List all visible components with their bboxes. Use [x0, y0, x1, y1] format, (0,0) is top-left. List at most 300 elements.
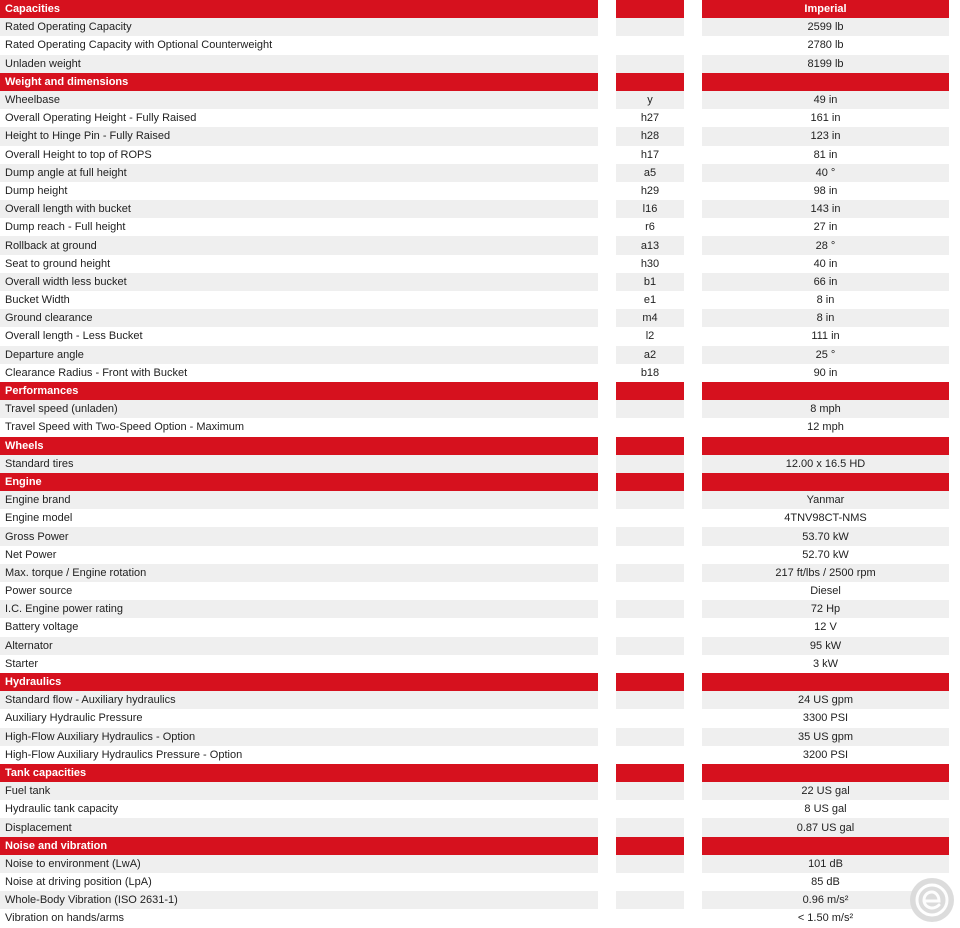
- spec-label: Displacement: [0, 818, 598, 836]
- row-end-gap: [949, 200, 959, 218]
- row-end-gap: [949, 109, 959, 127]
- row-end-gap: [949, 164, 959, 182]
- column-gap: [684, 218, 702, 236]
- row-end-gap: [949, 764, 959, 782]
- spec-code: h29: [616, 182, 684, 200]
- spec-label: Fuel tank: [0, 782, 598, 800]
- spec-label: Overall width less bucket: [0, 273, 598, 291]
- spec-label: Battery voltage: [0, 618, 598, 636]
- spec-label: Dump height: [0, 182, 598, 200]
- spec-code: h27: [616, 109, 684, 127]
- spec-code: [616, 600, 684, 618]
- column-gap: [684, 582, 702, 600]
- column-gap: [684, 200, 702, 218]
- column-gap: [598, 437, 616, 455]
- watermark-logo: [910, 878, 954, 922]
- row-end-gap: [949, 637, 959, 655]
- row-end-gap: [949, 909, 959, 927]
- row-end-gap: [949, 127, 959, 145]
- column-gap: [684, 127, 702, 145]
- row-end-gap: [949, 418, 959, 436]
- spec-value: 143 in: [702, 200, 949, 218]
- column-gap: [598, 728, 616, 746]
- spec-code: a13: [616, 236, 684, 254]
- section-unit-header: Imperial: [702, 0, 949, 18]
- column-gap: [684, 909, 702, 927]
- spec-code: [616, 36, 684, 54]
- spec-value: 28 °: [702, 236, 949, 254]
- spec-value: 40 °: [702, 164, 949, 182]
- row-end-gap: [949, 582, 959, 600]
- spec-label: High-Flow Auxiliary Hydraulics Pressure - Option: [0, 746, 598, 764]
- table-row: [0, 455, 960, 473]
- spec-value: 0.96 m/s²: [702, 891, 949, 909]
- spec-code: h30: [616, 255, 684, 273]
- column-gap: [598, 564, 616, 582]
- column-gap: [598, 346, 616, 364]
- section-header: [0, 473, 960, 491]
- column-gap: [598, 746, 616, 764]
- column-gap: [598, 455, 616, 473]
- spec-code: [616, 491, 684, 509]
- column-gap: [684, 728, 702, 746]
- spec-label: Starter: [0, 655, 598, 673]
- column-gap: [598, 764, 616, 782]
- column-gap: [684, 109, 702, 127]
- spec-label: Overall Height to top of ROPS: [0, 146, 598, 164]
- column-gap: [598, 800, 616, 818]
- spec-value: 12 mph: [702, 418, 949, 436]
- table-row: [0, 127, 960, 145]
- column-gap: [684, 509, 702, 527]
- table-row: [0, 582, 960, 600]
- column-gap: [684, 746, 702, 764]
- column-gap: [684, 600, 702, 618]
- spec-code: l16: [616, 200, 684, 218]
- e-logo-icon: [915, 883, 949, 917]
- table-row: [0, 255, 960, 273]
- row-end-gap: [949, 491, 959, 509]
- spec-label: Height to Hinge Pin - Fully Raised: [0, 127, 598, 145]
- section-unit-header: [702, 437, 949, 455]
- section-header: [0, 837, 960, 855]
- column-gap: [598, 164, 616, 182]
- column-gap: [684, 491, 702, 509]
- spec-label: Hydraulic tank capacity: [0, 800, 598, 818]
- column-gap: [684, 364, 702, 382]
- spec-code: [616, 418, 684, 436]
- spec-label: Rollback at ground: [0, 236, 598, 254]
- spec-value: 2780 lb: [702, 36, 949, 54]
- row-end-gap: [949, 837, 959, 855]
- column-gap: [684, 709, 702, 727]
- table-row: [0, 818, 960, 836]
- row-end-gap: [949, 218, 959, 236]
- spec-label: Overall length - Less Bucket: [0, 327, 598, 345]
- spec-code: [616, 55, 684, 73]
- spec-label: High-Flow Auxiliary Hydraulics - Option: [0, 728, 598, 746]
- spec-value: 35 US gpm: [702, 728, 949, 746]
- spec-label: Alternator: [0, 637, 598, 655]
- spec-label: Noise to environment (LwA): [0, 855, 598, 873]
- spec-value: 95 kW: [702, 637, 949, 655]
- row-end-gap: [949, 818, 959, 836]
- row-end-gap: [949, 546, 959, 564]
- spec-value: 217 ft/lbs / 2500 rpm: [702, 564, 949, 582]
- column-gap: [598, 637, 616, 655]
- column-gap: [598, 127, 616, 145]
- row-end-gap: [949, 473, 959, 491]
- spec-label: Clearance Radius - Front with Bucket: [0, 364, 598, 382]
- column-gap: [598, 418, 616, 436]
- spec-label: Whole-Body Vibration (ISO 2631-1): [0, 891, 598, 909]
- spec-label: Net Power: [0, 546, 598, 564]
- spec-value: 4TNV98CT-NMS: [702, 509, 949, 527]
- spec-value: 72 Hp: [702, 600, 949, 618]
- column-gap: [598, 691, 616, 709]
- table-row: [0, 782, 960, 800]
- spec-label: Max. torque / Engine rotation: [0, 564, 598, 582]
- column-gap: [684, 818, 702, 836]
- table-row: [0, 364, 960, 382]
- row-end-gap: [949, 800, 959, 818]
- column-gap: [684, 618, 702, 636]
- spec-value: 12.00 x 16.5 HD: [702, 455, 949, 473]
- table-row: [0, 709, 960, 727]
- column-gap: [598, 909, 616, 927]
- spec-value: 3300 PSI: [702, 709, 949, 727]
- row-end-gap: [949, 400, 959, 418]
- spec-value: 24 US gpm: [702, 691, 949, 709]
- spec-code: [616, 800, 684, 818]
- table-row: [0, 164, 960, 182]
- column-gap: [598, 200, 616, 218]
- column-gap: [684, 273, 702, 291]
- spec-code: [616, 527, 684, 545]
- column-gap: [598, 182, 616, 200]
- spec-code: a5: [616, 164, 684, 182]
- spec-value: 3 kW: [702, 655, 949, 673]
- section-title: Noise and vibration: [0, 837, 598, 855]
- section-code-cell: [616, 73, 684, 91]
- spec-label: Seat to ground height: [0, 255, 598, 273]
- column-gap: [598, 400, 616, 418]
- column-gap: [684, 837, 702, 855]
- row-end-gap: [949, 182, 959, 200]
- spec-code: [616, 509, 684, 527]
- spec-value: 2599 lb: [702, 18, 949, 36]
- column-gap: [684, 91, 702, 109]
- column-gap: [598, 546, 616, 564]
- spec-value: 98 in: [702, 182, 949, 200]
- row-end-gap: [949, 382, 959, 400]
- column-gap: [684, 637, 702, 655]
- table-row: [0, 855, 960, 873]
- column-gap: [684, 0, 702, 18]
- column-gap: [684, 764, 702, 782]
- column-gap: [684, 182, 702, 200]
- spec-code: [616, 709, 684, 727]
- row-end-gap: [949, 236, 959, 254]
- table-row: [0, 600, 960, 618]
- row-end-gap: [949, 655, 959, 673]
- spec-code: [616, 782, 684, 800]
- row-end-gap: [949, 146, 959, 164]
- row-end-gap: [949, 91, 959, 109]
- column-gap: [684, 782, 702, 800]
- column-gap: [598, 146, 616, 164]
- spec-code: e1: [616, 291, 684, 309]
- column-gap: [598, 491, 616, 509]
- section-header: [0, 437, 960, 455]
- spec-code: [616, 655, 684, 673]
- spec-value: Yanmar: [702, 491, 949, 509]
- spec-code: [616, 728, 684, 746]
- section-code-cell: [616, 837, 684, 855]
- spec-value: 3200 PSI: [702, 746, 949, 764]
- table-row: [0, 418, 960, 436]
- column-gap: [598, 655, 616, 673]
- spec-label: Power source: [0, 582, 598, 600]
- spec-value: 27 in: [702, 218, 949, 236]
- table-row: [0, 527, 960, 545]
- column-gap: [598, 55, 616, 73]
- row-end-gap: [949, 600, 959, 618]
- section-header: [0, 673, 960, 691]
- column-gap: [598, 818, 616, 836]
- table-row: [0, 800, 960, 818]
- section-title: Engine: [0, 473, 598, 491]
- spec-label: Travel Speed with Two-Speed Option - Maximum: [0, 418, 598, 436]
- spec-code: [616, 891, 684, 909]
- column-gap: [684, 673, 702, 691]
- column-gap: [684, 873, 702, 891]
- row-end-gap: [949, 728, 959, 746]
- column-gap: [684, 691, 702, 709]
- spec-label: Engine brand: [0, 491, 598, 509]
- spec-label: Dump reach - Full height: [0, 218, 598, 236]
- spec-label: Overall length with bucket: [0, 200, 598, 218]
- column-gap: [684, 891, 702, 909]
- column-gap: [598, 382, 616, 400]
- table-row: [0, 36, 960, 54]
- row-end-gap: [949, 455, 959, 473]
- spec-code: [616, 564, 684, 582]
- spec-value: < 1.50 m/s²: [702, 909, 949, 927]
- table-row: [0, 491, 960, 509]
- spec-value: 8199 lb: [702, 55, 949, 73]
- spec-label: Travel speed (unladen): [0, 400, 598, 418]
- table-row: [0, 655, 960, 673]
- spec-code: [616, 873, 684, 891]
- column-gap: [598, 36, 616, 54]
- spec-value: 22 US gal: [702, 782, 949, 800]
- spec-value: 0.87 US gal: [702, 818, 949, 836]
- row-end-gap: [949, 291, 959, 309]
- row-end-gap: [949, 346, 959, 364]
- row-end-gap: [949, 73, 959, 91]
- row-end-gap: [949, 55, 959, 73]
- column-gap: [598, 618, 616, 636]
- table-row: [0, 873, 960, 891]
- spec-label: Departure angle: [0, 346, 598, 364]
- spec-label: Rated Operating Capacity: [0, 18, 598, 36]
- section-title: Performances: [0, 382, 598, 400]
- spec-value: 161 in: [702, 109, 949, 127]
- section-header: [0, 382, 960, 400]
- spec-label: Overall Operating Height - Fully Raised: [0, 109, 598, 127]
- spec-value: 90 in: [702, 364, 949, 382]
- row-end-gap: [949, 0, 959, 18]
- spec-code: [616, 909, 684, 927]
- column-gap: [598, 291, 616, 309]
- row-end-gap: [949, 618, 959, 636]
- spec-label: Bucket Width: [0, 291, 598, 309]
- column-gap: [598, 600, 616, 618]
- row-end-gap: [949, 437, 959, 455]
- table-row: [0, 18, 960, 36]
- spec-label: Ground clearance: [0, 309, 598, 327]
- spec-code: [616, 582, 684, 600]
- column-gap: [598, 527, 616, 545]
- row-end-gap: [949, 18, 959, 36]
- row-end-gap: [949, 746, 959, 764]
- column-gap: [598, 0, 616, 18]
- spec-value: 52.70 kW: [702, 546, 949, 564]
- spec-value: 123 in: [702, 127, 949, 145]
- row-end-gap: [949, 273, 959, 291]
- table-row: [0, 91, 960, 109]
- spec-code: l2: [616, 327, 684, 345]
- section-header: [0, 73, 960, 91]
- column-gap: [684, 291, 702, 309]
- table-row: [0, 55, 960, 73]
- column-gap: [684, 327, 702, 345]
- spec-label: Standard flow - Auxiliary hydraulics: [0, 691, 598, 709]
- column-gap: [684, 55, 702, 73]
- table-row: [0, 618, 960, 636]
- column-gap: [598, 782, 616, 800]
- table-row: [0, 746, 960, 764]
- section-unit-header: [702, 473, 949, 491]
- row-end-gap: [949, 36, 959, 54]
- section-code-cell: [616, 764, 684, 782]
- section-unit-header: [702, 382, 949, 400]
- table-row: [0, 218, 960, 236]
- spec-code: [616, 691, 684, 709]
- spec-value: 8 US gal: [702, 800, 949, 818]
- section-code-cell: [616, 673, 684, 691]
- column-gap: [598, 582, 616, 600]
- row-end-gap: [949, 782, 959, 800]
- column-gap: [684, 418, 702, 436]
- column-gap: [598, 73, 616, 91]
- row-end-gap: [949, 691, 959, 709]
- table-row: [0, 637, 960, 655]
- spec-value: 8 in: [702, 291, 949, 309]
- column-gap: [684, 564, 702, 582]
- section-code-cell: [616, 437, 684, 455]
- column-gap: [684, 655, 702, 673]
- column-gap: [598, 109, 616, 127]
- column-gap: [598, 364, 616, 382]
- column-gap: [598, 273, 616, 291]
- spec-label: Engine model: [0, 509, 598, 527]
- table-row: [0, 691, 960, 709]
- column-gap: [684, 346, 702, 364]
- spec-label: Auxiliary Hydraulic Pressure: [0, 709, 598, 727]
- column-gap: [598, 255, 616, 273]
- column-gap: [598, 18, 616, 36]
- column-gap: [684, 855, 702, 873]
- table-row: [0, 728, 960, 746]
- spec-value: 81 in: [702, 146, 949, 164]
- spec-value: 66 in: [702, 273, 949, 291]
- spec-code: [616, 455, 684, 473]
- spec-label: Vibration on hands/arms: [0, 909, 598, 927]
- spec-label: Rated Operating Capacity with Optional Counterweight: [0, 36, 598, 54]
- row-end-gap: [949, 564, 959, 582]
- column-gap: [684, 164, 702, 182]
- table-row: [0, 564, 960, 582]
- spec-label: Unladen weight: [0, 55, 598, 73]
- row-end-gap: [949, 255, 959, 273]
- spec-label: Dump angle at full height: [0, 164, 598, 182]
- section-unit-header: [702, 837, 949, 855]
- section-code-cell: [616, 473, 684, 491]
- row-end-gap: [949, 709, 959, 727]
- table-row: [0, 909, 960, 927]
- column-gap: [684, 73, 702, 91]
- column-gap: [684, 309, 702, 327]
- spec-value: 25 °: [702, 346, 949, 364]
- table-row: [0, 346, 960, 364]
- row-end-gap: [949, 309, 959, 327]
- spec-code: a2: [616, 346, 684, 364]
- spec-value: 40 in: [702, 255, 949, 273]
- column-gap: [684, 236, 702, 254]
- spec-label: Gross Power: [0, 527, 598, 545]
- section-header: [0, 764, 960, 782]
- column-gap: [684, 546, 702, 564]
- column-gap: [598, 891, 616, 909]
- spec-label: Noise at driving position (LpA): [0, 873, 598, 891]
- column-gap: [598, 873, 616, 891]
- column-gap: [598, 327, 616, 345]
- spec-code: b18: [616, 364, 684, 382]
- column-gap: [598, 309, 616, 327]
- section-title: Weight and dimensions: [0, 73, 598, 91]
- table-row: [0, 182, 960, 200]
- row-end-gap: [949, 364, 959, 382]
- column-gap: [598, 218, 616, 236]
- table-row: [0, 309, 960, 327]
- spec-value: 8 mph: [702, 400, 949, 418]
- table-row: [0, 146, 960, 164]
- spec-value: 101 dB: [702, 855, 949, 873]
- table-row: [0, 200, 960, 218]
- table-row: [0, 327, 960, 345]
- spec-code: h28: [616, 127, 684, 145]
- table-row: [0, 400, 960, 418]
- column-gap: [684, 800, 702, 818]
- column-gap: [684, 527, 702, 545]
- spec-code: [616, 818, 684, 836]
- column-gap: [684, 255, 702, 273]
- spec-value: 12 V: [702, 618, 949, 636]
- table-row: [0, 236, 960, 254]
- spec-label: Standard tires: [0, 455, 598, 473]
